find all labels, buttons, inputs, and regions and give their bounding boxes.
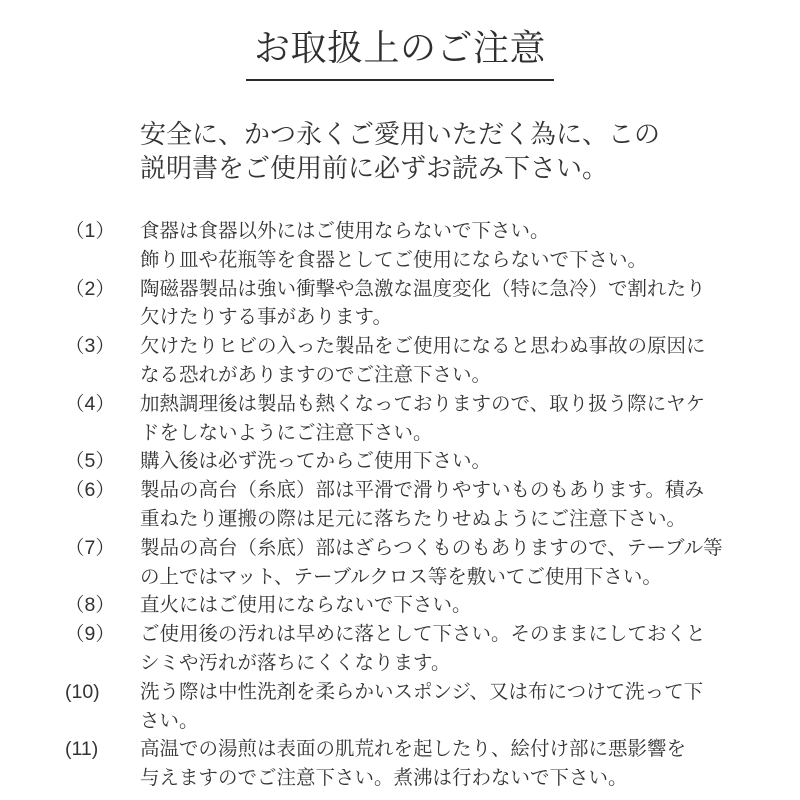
item-text-line: ドをしないようにご注意下さい。 (140, 421, 433, 444)
list-item (65, 217, 745, 275)
item-text-line: 直火にはご使用にならないで下さい。 (140, 594, 472, 617)
item-text (140, 217, 745, 275)
item-text-line: 与えますのでご注意下さい。煮沸は行わないで下さい。 (140, 767, 628, 790)
item-text (140, 534, 745, 592)
item-number: （1） (65, 220, 115, 242)
item-text-line: シミや汚れが落ちにくくなります。 (140, 651, 451, 674)
list-item (65, 390, 745, 448)
intro-line-1: 安全に、かつ永くご愛用いただく為に、この (140, 119, 661, 149)
item-number: (10) (65, 680, 100, 703)
item-text-line: 陶磁器製品は強い衝撃や急激な温度変化（特に急冷）で割れたり (140, 277, 706, 300)
item-text (140, 620, 745, 678)
item-text-line: 欠けたりヒビの入った製品をご使用になると思わぬ事故の原因に (140, 335, 706, 358)
item-text-line: ご使用後の汚れは早めに落として下さい。そのままにしておくと (140, 623, 706, 646)
title-section (0, 20, 800, 81)
item-number: （3） (65, 335, 115, 358)
item-text-line: 加熱調理後は製品も熱くなっておりますので、取り扱う際にヤケ (140, 392, 706, 415)
item-number: （8） (65, 594, 115, 617)
item-text-line: の上ではマット、テーブルクロス等を敷いてご使用下さい。 (140, 565, 662, 588)
list-item (65, 620, 745, 678)
item-text (140, 735, 745, 793)
item-text-line: 購入後は必ず洗ってからご使用下さい。 (140, 450, 492, 473)
list-item (65, 591, 745, 620)
item-number: （4） (65, 392, 115, 415)
item-text (140, 476, 745, 534)
list-item (65, 275, 745, 333)
item-text (140, 275, 745, 333)
item-text-line: 洗う際は中性洗剤を柔らかいスポンジ、又は布につけて洗って下 (140, 680, 704, 703)
list-item (65, 678, 745, 736)
intro-text (140, 117, 720, 185)
item-number: （9） (65, 623, 115, 646)
item-text-line: さい。 (140, 709, 199, 732)
item-text-line: 高温での湯煎は表面の肌荒れを起したり、絵付け部に悪影響を (140, 738, 687, 761)
item-text-line: 重ねたり運搬の際は足元に落ちたりせぬようにご注意下さい。 (140, 507, 687, 530)
item-text-line: 製品の高台（糸底）部は平滑で滑りやすいものもあります。積み (140, 479, 704, 502)
item-text-line: 欠けたりする事があります。 (140, 306, 392, 329)
item-number: (11) (65, 738, 99, 761)
list-item (65, 476, 745, 534)
item-text-line: なる恐れがありますのでご注意下さい。 (140, 363, 492, 386)
item-text (140, 332, 745, 390)
item-text (140, 591, 745, 620)
item-text (140, 390, 745, 448)
item-text-line: 製品の高台（糸底）部はざらつくものもありますので、テーブル等 (140, 536, 723, 559)
item-number: （6） (65, 479, 115, 502)
item-text (140, 447, 745, 476)
list-item (65, 332, 745, 390)
page-title: お取扱上のご注意 (246, 20, 554, 81)
item-number: （2） (65, 277, 115, 300)
item-number: （5） (65, 450, 115, 473)
item-number: （7） (65, 536, 115, 559)
intro-line-2: 説明書をご使用前に必ずお読み下さい。 (140, 153, 609, 183)
item-text (140, 678, 745, 736)
precaution-list (0, 217, 800, 793)
list-item (65, 447, 745, 476)
item-text-line: 食器は食器以外にはご使用ならないで下さい。 (140, 220, 550, 242)
item-text-line: 飾り皿や花瓶等を食器としてご使用にならないで下さい。 (140, 248, 648, 271)
list-item (65, 534, 745, 592)
list-item (65, 735, 745, 793)
